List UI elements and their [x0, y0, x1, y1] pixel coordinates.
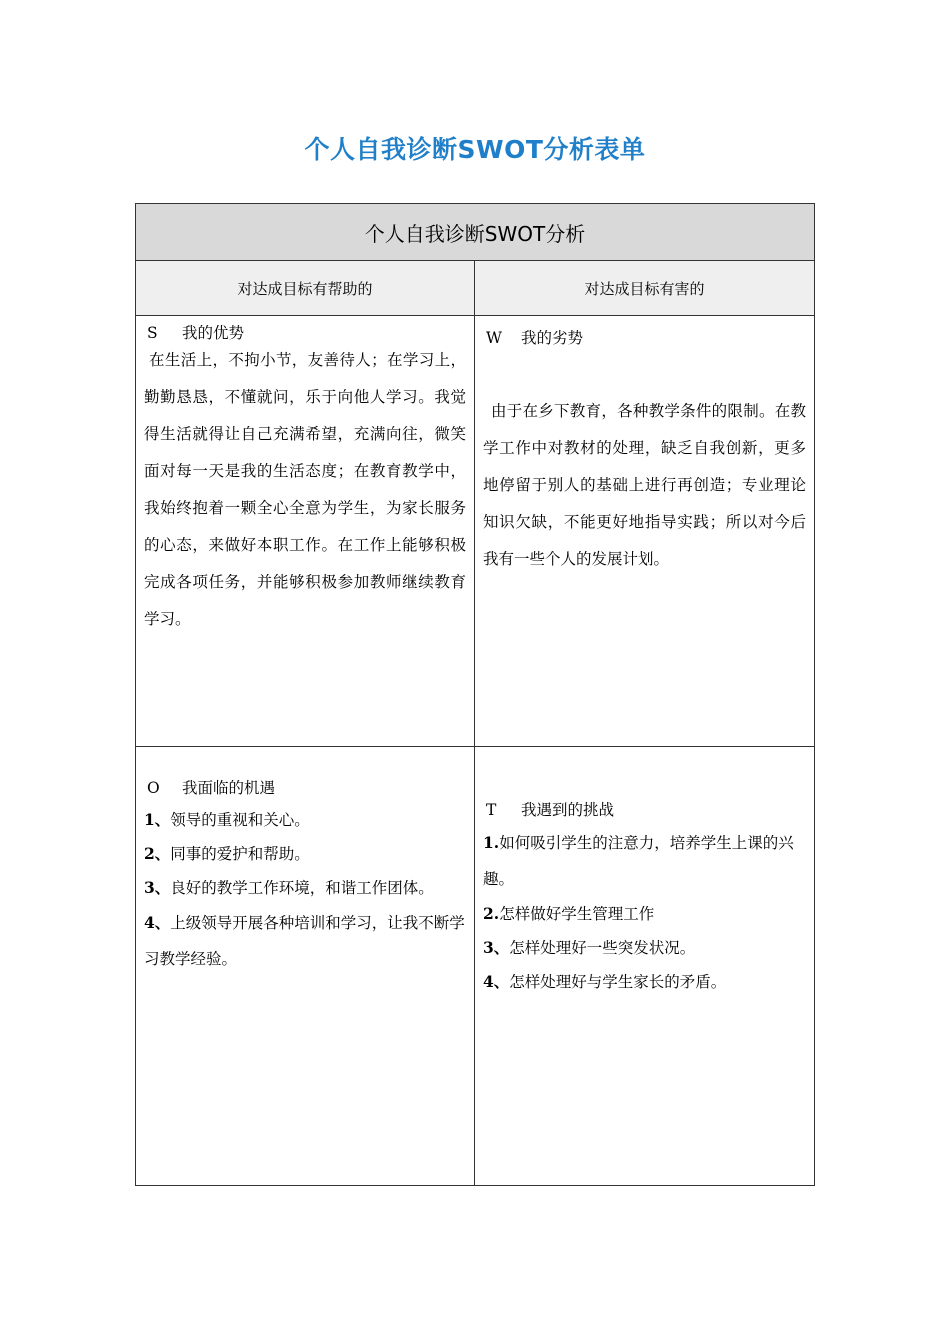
weaknesses-heading	[483, 325, 806, 351]
threats-label: 我遇到的挑战	[520, 801, 614, 819]
item-number: 4、	[144, 913, 171, 932]
list-item	[483, 931, 806, 965]
item-number: 2、	[144, 844, 171, 863]
table-header: 个人自我诊断SWOT分析	[136, 204, 814, 261]
opportunities-heading	[144, 773, 466, 803]
weaknesses-letter: W	[486, 329, 502, 347]
opportunities-list	[144, 803, 466, 977]
item-number: 3、	[483, 938, 510, 957]
item-text: 怎样做好学生管理工作	[499, 905, 655, 923]
weaknesses-text: 由于在乡下教育，各种教学条件的限制。在教学工作中对教材的处理，缺乏自我创新，更多地停留于别人的基础上进行再创造；专业理论知识欠缺，不能更好地指导实践；所以对今后我有一些个人的发展计划。	[483, 402, 806, 568]
opportunities-letter: O	[147, 779, 160, 797]
item-number: 4、	[483, 972, 510, 991]
list-item	[144, 871, 466, 905]
document-title: 个人自我诊断SWOT分析表单	[304, 135, 646, 164]
item-number: 1、	[144, 810, 171, 829]
list-item	[144, 803, 466, 837]
opportunities-cell	[136, 747, 475, 1186]
threats-letter: T	[486, 801, 497, 819]
column-header-harmful: 对达成目标有害的	[475, 261, 814, 316]
strengths-label: 我的优势	[181, 324, 244, 342]
list-item	[144, 837, 466, 871]
threats-list	[483, 825, 806, 999]
item-number: 2.	[483, 904, 500, 923]
strengths-cell	[136, 316, 475, 747]
item-text: 怎样处理好一些突发状况。	[509, 939, 696, 957]
list-item	[483, 897, 806, 931]
list-item	[483, 965, 806, 999]
item-text: 上级领导开展各种培训和学习，让我不断学习教学经验。	[144, 914, 465, 968]
item-text: 同事的爱护和帮助。	[170, 845, 310, 863]
item-text: 如何吸引学生的注意力，培养学生上课的兴趣。	[483, 834, 794, 888]
weaknesses-cell	[475, 316, 814, 747]
strengths-text: 在生活上，不拘小节，友善待人；在学习上，勤勤恳恳，不懂就问，乐于向他人学习。我觉得生活就得让自己充满希望，充满向往，微笑面对每一天是我的生活态度；在教育教学中，我始终抱着一颗全心全意为学生，为家长服务的心态，来做好本职工作。在工作上能够积极完成各项任务，并能够积极参加教师继续教育学习。	[144, 351, 466, 628]
list-item	[144, 905, 466, 977]
weaknesses-label: 我的劣势	[520, 329, 583, 347]
item-number: 1.	[483, 833, 500, 852]
list-item	[483, 825, 806, 897]
column-header-helpful: 对达成目标有帮助的	[136, 261, 475, 316]
item-text: 领导的重视和关心。	[170, 811, 310, 829]
item-number: 3、	[144, 878, 171, 897]
threats-cell	[475, 747, 814, 1186]
item-text: 怎样处理好与学生家长的矛盾。	[509, 973, 727, 991]
item-text: 良好的教学工作环境，和谐工作团体。	[170, 879, 434, 897]
swot-table	[135, 203, 815, 1186]
threats-heading	[483, 795, 806, 825]
opportunities-label: 我面临的机遇	[181, 779, 275, 797]
strengths-letter: S	[147, 324, 158, 342]
